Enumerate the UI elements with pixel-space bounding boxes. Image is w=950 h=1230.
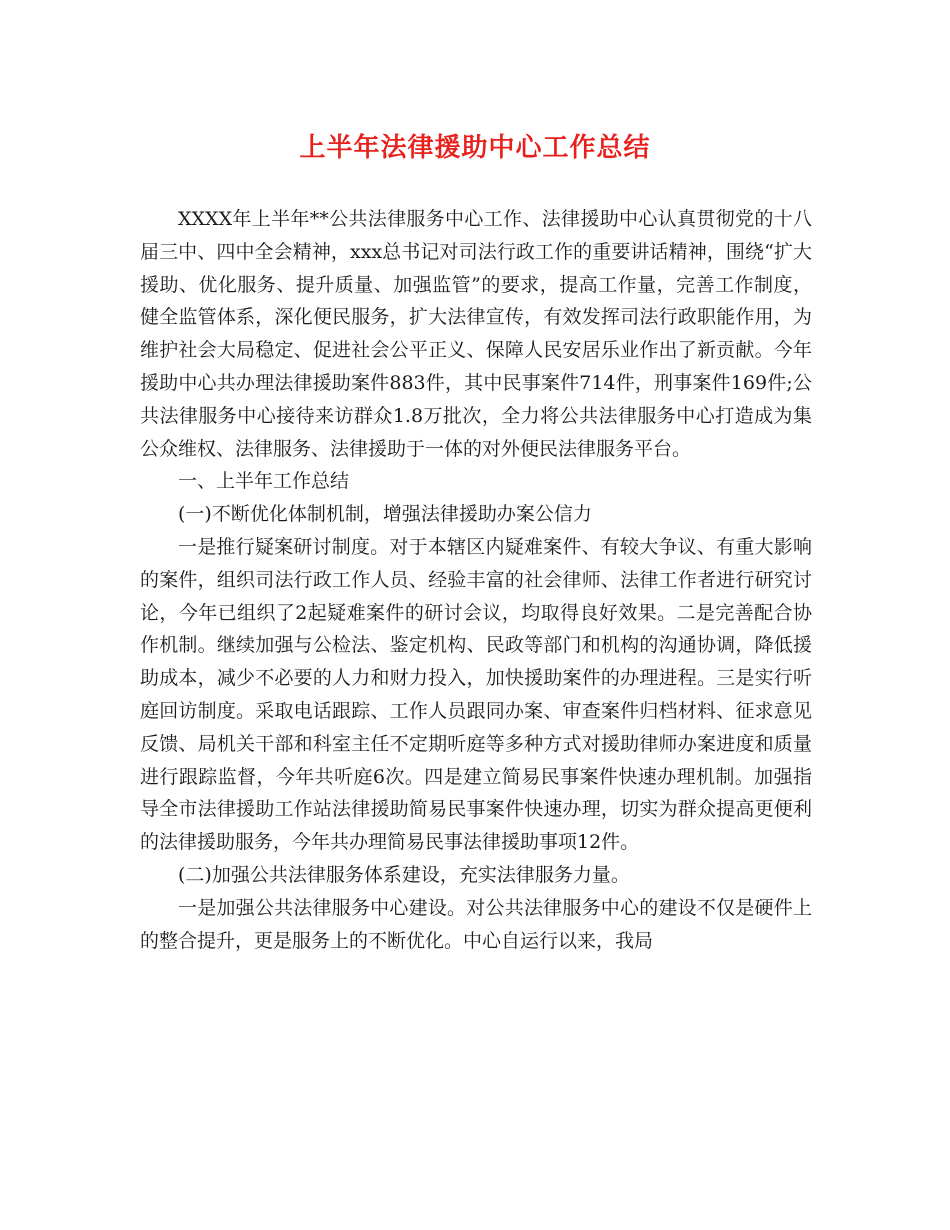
paragraph-mechanisms: 一是推行疑案研讨制度。对于本辖区内疑难案件、有较大争议、有重大影响的案件，组织司法行政工作人员、经验丰富的社会律师、法律工作者进行研究讨论，今年已组织了2起疑难案件的研讨会议，均取得良好效果。二是完善配合协作机制。继续加强与公检法、鉴定机构、民政等部门和机构的沟通协调，降低援助成本，减少不必要的人力和财力投入，加快援助案件的办理进程。三是实行听庭回访制度。采取电话跟踪、工作人员跟同办案、审查案件归档材料、征求意见反馈、局机关干部和科室主任不定期听庭等多种方式对援助律师办案进度和质量进行跟踪监督，今年共听庭6次。四是建立简易民事案件快速办理机制。加强指导全市法律援助工作站法律援助简易民事案件快速办理，切实为群众提高更便利的法律援助服务，今年共办理简易民事法律援助事项12件。 [140,535,812,854]
document-body [140,203,812,957]
document-title: 上半年法律援助中心工作总结 [299,133,651,163]
heading-subsection-2: (二)加强公共法律服务体系建设，充实法律服务力量。 [178,863,630,886]
heading-subsection-1: (一)不断优化体制机制，增强法律援助办案公信力 [178,503,592,526]
heading-section-1: 一、上半年工作总结 [178,470,350,493]
paragraph-intro: XXXX年上半年**公共法律服务中心工作、法律援助中心认真贯彻党的十八届三中、四中全会精神，xxx总书记对司法行政工作的重要讲话精神，围绕“扩大援助、优化服务、提升质量、加强监管”的要求，提高工作量，完善工作制度，健全监管体系，深化便民服务，扩大法律宣传，有效发挥司法行政职能作用，为维护社会大局稳定、促进社会公平正义、保障人民安居乐业作出了新贡献。今年援助中心共办理法律援助案件883件，其中民事案件714件，刑事案件169件;公共法律服务中心接待来访群众1.8万批次，全力将公共法律服务中心打造成为集公众维权、法律服务、法律援助于一体的对外便民法律服务平台。 [140,208,812,460]
paragraph-service-center: 一是加强公共法律服务中心建设。对公共法律服务中心的建设不仅是硬件上的整合提升，更是服务上的不断优化。中心自运行以来，我局 [140,896,812,952]
